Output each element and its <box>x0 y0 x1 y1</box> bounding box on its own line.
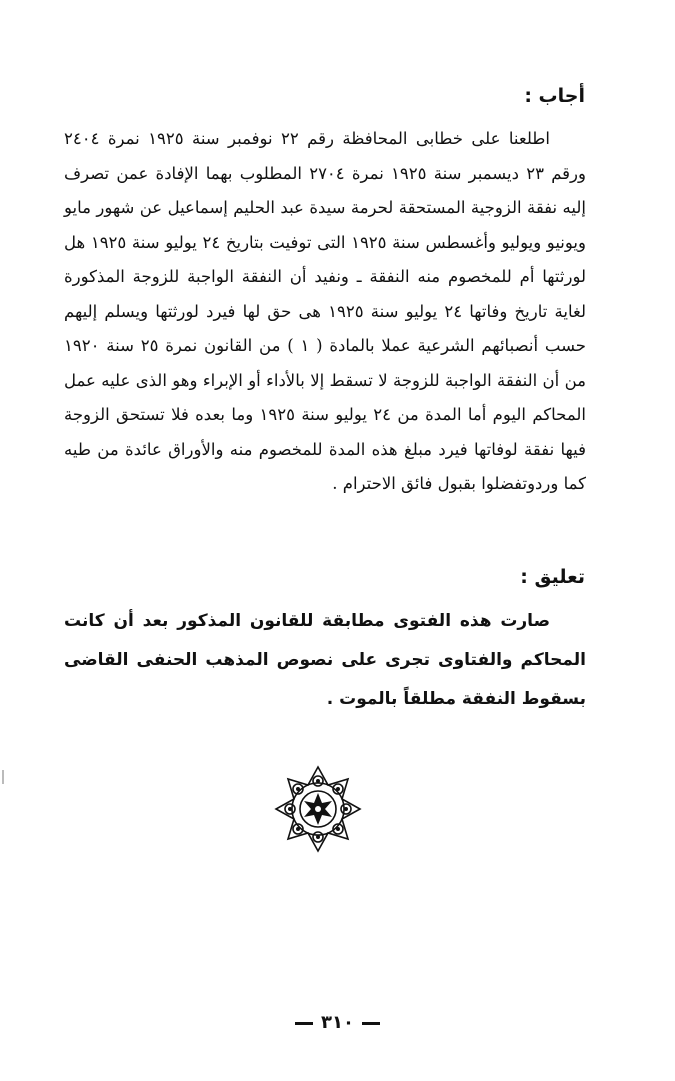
reply-body <box>64 122 586 502</box>
page-number-footer <box>0 1011 675 1035</box>
comment-heading: تعليق : <box>520 566 585 588</box>
comment-body <box>64 602 586 719</box>
dash-right <box>295 1022 313 1025</box>
comment-paragraph: صارت هذه الفتوى مطابقة للقانون المذكور بعد أن كانت المحاكم والفتاوى تجرى على نصوص المذهب الحنفى القاضى بسقوط النفقة مطلقاً بالموت . <box>64 611 586 709</box>
floral-ornament-icon <box>274 765 362 853</box>
reply-paragraph: اطلعنا على خطابى المحافظة رقم ٢٢ نوفمبر سنة ١٩٢٥ نمرة ٢٤٠٤ ورقم ٢٣ ديسمبر سنة ١٩٢٥ نمرة ٢٧٠٤ المطلوب بهما الإفادة عمن تصرف إليه نفقة الزوجية المستحقة لحرمة سيدة عبد الحليم إسماعيل عن شهور مايو ويونيو ويوليو وأغسطس سنة ١٩٢٥ التى توفيت بتاريخ ٢٤ يوليو سنة ١٩٢٥ هل لورثتها أم للمخصوم منه النفقة ـ ونفيد أن النفقة الواجبة للزوجة المذكورة لغاية تاريخ وفاتها ٢٤ يوليو سنة ١٩٢٥ هى حق لها فيرد لورثتها ويسلم إليهم حسب أنصبائهم الشرعية عملا بالمادة ( ١ ) من القانون نمرة ٢٥ سنة ١٩٢٠ من أن النفقة الواجبة للزوجة لا تسقط إلا بالأداء أو الإبراء وهو الذى عليه عمل المحاكم اليوم أما المدة من ٢٤ يوليو سنة ١٩٢٥ وما بعده فلا تستحق الزوجة فيها نفقة لوفاتها فيرد مبلغ هذه المدة للمخصوم منه والأوراق عائدة من طيه كما وردوتفضلوا بقبول فائق الاحترام . <box>64 129 586 493</box>
dash-left <box>362 1022 380 1025</box>
page-number: ٣١٠ <box>321 1012 354 1033</box>
reply-heading: أجاب : <box>524 85 585 107</box>
scan-edge-mark <box>2 770 4 784</box>
